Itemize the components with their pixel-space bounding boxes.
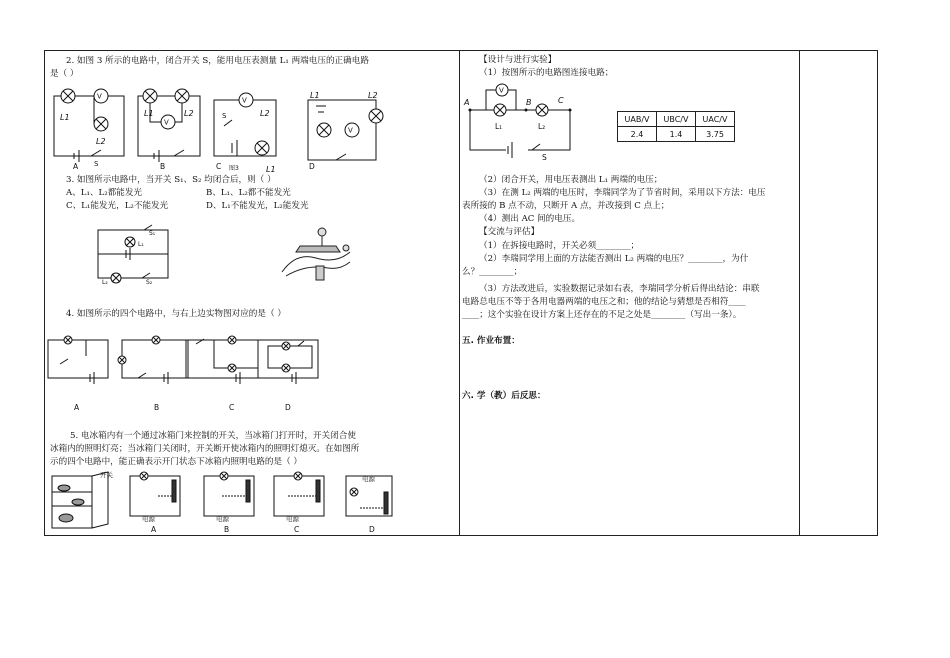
svg-text:L2: L2: [184, 109, 194, 118]
q4-caption-d: D: [285, 403, 291, 412]
table-cell-uab: 2.4: [618, 127, 657, 142]
q5-power-label-d: 电源: [362, 475, 375, 483]
eval-3-line2: 电路总电压不等于各用电器两端的电压之和；他的结论与猜想是否相符____: [462, 297, 746, 307]
table-header-uac: UAC/V: [696, 112, 735, 127]
svg-text:S: S: [94, 160, 99, 168]
svg-text:S₁: S₁: [149, 230, 156, 237]
svg-text:V: V: [499, 86, 504, 95]
q5-caption-b: B: [224, 525, 230, 534]
q2-line1: 2. 如图 3 所示的电路中，闭合开关 S，能用电压表测量 L₁ 两端电压的正确电路: [66, 56, 369, 66]
q3-option-a: A、L₁、L₂都能发光: [66, 188, 143, 198]
q3-option-b: B、L₁、L₂都不能发光: [206, 188, 291, 198]
q4-caption-b: B: [154, 403, 160, 412]
q5-power-label-b: 电源: [216, 515, 229, 523]
q2-caption-b: B: [160, 162, 166, 171]
design-header: 【设计与进行实验】: [479, 55, 557, 65]
q4-caption-c: C: [229, 403, 235, 412]
q5-caption-d: D: [369, 525, 375, 534]
eval-3-line3: ____；这个实验在设计方案上还存在的不足之处是________（写出一条）。: [462, 310, 742, 320]
q2-caption-a: A: [73, 162, 79, 171]
q3-option-d: D、L₁不能发光，L₂能发光: [206, 201, 309, 211]
q5-line2: 冰箱内的照明灯亮；当冰箱门关闭时，开关断开使冰箱内的照明灯熄灭。在如图所: [50, 444, 360, 454]
svg-text:L₂: L₂: [102, 279, 108, 286]
table-header-row: [618, 112, 735, 127]
svg-text:S: S: [222, 112, 227, 120]
circuit-label-b: B: [526, 98, 532, 107]
q5-caption-a: A: [151, 525, 157, 534]
circuit-label-s: S: [542, 153, 547, 162]
step-3-line2: 表所接的 B 点不动，只断开 A 点，并改接到 C 点上；: [462, 201, 670, 211]
q2-circuits-figure: [46, 86, 386, 172]
q2-figure-note: 图3: [229, 165, 239, 172]
svg-text:S₂: S₂: [146, 279, 153, 286]
table-header-ubc: UBC/V: [657, 112, 696, 127]
svg-text:V: V: [97, 92, 102, 101]
experiment-circuit-figure: [466, 84, 586, 164]
svg-text:V: V: [164, 118, 169, 127]
measurement-table: [617, 111, 735, 142]
circuit-label-a: A: [464, 98, 470, 107]
q3-physical-picture: [276, 222, 356, 286]
circuit-label-l1: L₁: [495, 122, 503, 131]
section-6-heading: 六. 学（教）后反思：: [462, 391, 546, 401]
svg-text:L2: L2: [260, 109, 270, 118]
q5-caption-c: C: [294, 525, 300, 534]
svg-text:L1: L1: [310, 91, 320, 100]
q2-caption-d: D: [309, 162, 315, 171]
step-2: （2）闭合开关，用电压表测出 L₁ 两端的电压；: [479, 175, 663, 185]
eval-header: 【交流与评估】: [479, 227, 540, 237]
q2-line2: 是（ ）: [50, 69, 79, 79]
svg-text:L2: L2: [368, 91, 378, 100]
q5-power-label-c: 电源: [286, 515, 299, 523]
step-3-line1: （3）在测 L₂ 两端的电压时，李瑞同学为了节省时间，采用以下方法：电压: [479, 188, 766, 198]
q3-option-c: C、L₁能发光，L₂不能发光: [66, 201, 169, 211]
eval-3-line1: （3）方法改进后，实验数据记录如右表，李瑞同学分析后得出结论：串联: [479, 284, 760, 294]
q4-line1: 4. 如图所示的四个电路中，与右上边实物图对应的是（ ）: [66, 309, 286, 319]
table-cell-uac: 3.75: [696, 127, 735, 142]
circuit-label-c: C: [558, 96, 564, 105]
table-header-uab: UAB/V: [618, 112, 657, 127]
svg-text:V: V: [242, 96, 247, 105]
svg-text:L₁: L₁: [138, 241, 144, 248]
column-divider-right: [799, 51, 800, 535]
q3-line1: 3. 如图所示电路中，当开关 S₁、S₂ 均闭合后，则（ ）: [66, 175, 276, 185]
q5-line1: 5. 电冰箱内有一个通过冰箱门来控制的开关，当冰箱门打开时，开关闭合使: [70, 431, 356, 441]
eval-2-line1: （2）李瑞同学用上面的方法能否测出 L₂ 两端的电压？________，为什: [479, 254, 749, 264]
svg-text:L1: L1: [144, 109, 154, 118]
table-row: [618, 127, 735, 142]
eval-2-line2: 么？________；: [462, 267, 523, 277]
q4-circuits-figure: [46, 334, 326, 384]
svg-text:L2: L2: [96, 137, 106, 146]
section-5-heading: 五. 作业布置：: [462, 336, 520, 346]
circuit-label-l2: L₂: [538, 122, 546, 131]
q5-power-label-a: 电源: [142, 515, 155, 523]
eval-1: （1）在拆接电路时，开关必须________；: [479, 241, 640, 251]
q4-caption-a: A: [74, 403, 80, 412]
table-cell-ubc: 1.4: [657, 127, 696, 142]
q5-fridge-figure: [50, 470, 114, 530]
column-divider-left: [459, 51, 460, 535]
q5-line3: 示的四个电路中，能正确表示开门状态下冰箱内照明电路的是（ ）: [50, 457, 302, 467]
svg-text:V: V: [348, 126, 353, 135]
q2-caption-c: C: [216, 162, 222, 171]
svg-text:L1: L1: [266, 165, 276, 174]
q5-switch-label: 开关: [100, 471, 113, 479]
step-1: （1）按图所示的电路图连接电路；: [479, 68, 614, 78]
q3-circuit-figure: [94, 222, 174, 286]
svg-text:L1: L1: [60, 113, 70, 122]
step-4: （4）测出 AC 间的电压。: [479, 214, 581, 224]
q5-circuits-figure: [128, 472, 398, 522]
